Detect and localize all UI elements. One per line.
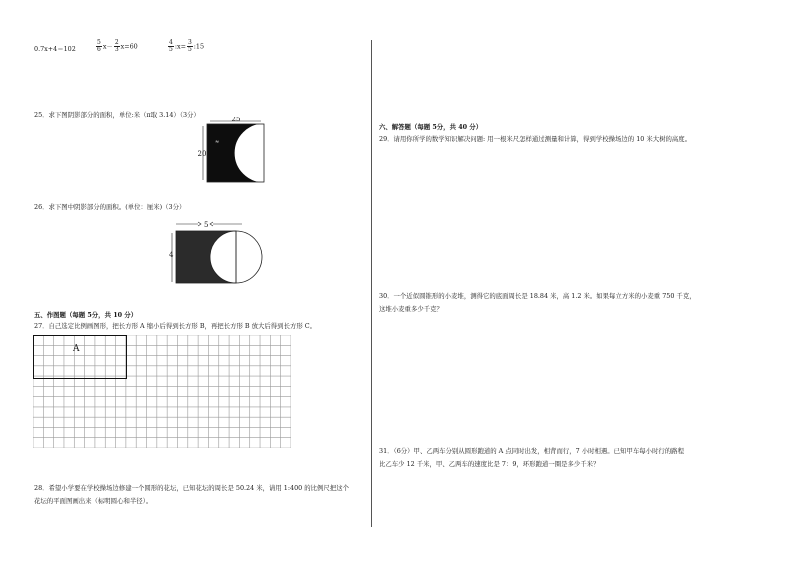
question-31	[379, 445, 759, 471]
question-28-line-2: 花坛的平面图画出来（标明圆心和半径）。	[34, 497, 153, 505]
width-label: 5	[204, 221, 209, 229]
question-31-line-1: 31．（6分）甲、乙两车分别从圆形跑道的 A 点同时出发，相背而行，7 小时相遇。已知甲车每小时行的路程	[379, 447, 684, 455]
shaded-region	[207, 124, 264, 182]
figure-mark: ≈	[215, 139, 220, 145]
fraction: $\frac{3}{5}$	[187, 39, 192, 53]
rectangle-A-label: A	[73, 344, 80, 354]
question-25: 25．求下图阴影部分的面积，单位:米（π取 3.14）（3分）	[34, 111, 200, 119]
question-27: 27．自己选定比例画图形，把长方形 A 缩小后得到长方形 B，再把长方形 B 放大后得到长方形 C。	[34, 322, 317, 330]
equation-3: $\frac{4}{5}$ :x= $\frac{3}{5}$ :15	[169, 39, 205, 53]
question-30-line-1: 30．一个近似圆锥形的小麦堆，测得它的底面周长是 18.84 米，高 1.2 米。如果每立方米的小麦重 750 千克，	[379, 292, 696, 300]
figure-26	[164, 216, 270, 288]
shaded-region	[176, 231, 236, 283]
fraction: $\frac{4}{5}$	[169, 39, 173, 53]
question-28	[34, 482, 370, 508]
equation-2: $\frac{5}{6}$ x－ $\frac{2}{3}$ x=60	[97, 39, 138, 53]
height-label: 20	[198, 150, 207, 158]
question-28-line-1: 28．希望小学要在学校操场边修建一个圆形的花坛，已知花坛的周长是 50.24 米，请用 1:400 的比例尺把这个	[34, 484, 349, 492]
question-31-line-2: 比乙车少 12 千米，甲、乙两车的速度比是 7：9，环形跑道一圈是多少千米？	[379, 460, 600, 468]
question-30-line-2: 这堆小麦重多少千克？	[379, 305, 443, 313]
fraction: $\frac{2}{3}$	[114, 39, 119, 53]
figure-25	[198, 117, 270, 185]
section-5-heading: 五、作图题（每题 5分，共 10 分）	[34, 311, 138, 319]
equation-1: 0.7x+4＝102	[34, 45, 76, 53]
width-label: 25	[231, 117, 241, 123]
fraction: $\frac{5}{6}$	[97, 39, 101, 53]
question-30	[379, 290, 759, 316]
question-29: 29．请用你所学的数学知识解决问题: 用一根米尺怎样通过测量和计算，得到学校操场边的 10 米大树的高度。	[379, 135, 692, 143]
rectangle-A	[33, 335, 127, 379]
column-divider	[371, 40, 372, 527]
section-6-heading: 六、解答题（每题 5分，共 40 分）	[379, 123, 483, 131]
question-26: 26．求下图中阴影部分的面积。(单位：厘米)（3分）	[34, 203, 186, 211]
height-label: 4	[169, 251, 174, 259]
